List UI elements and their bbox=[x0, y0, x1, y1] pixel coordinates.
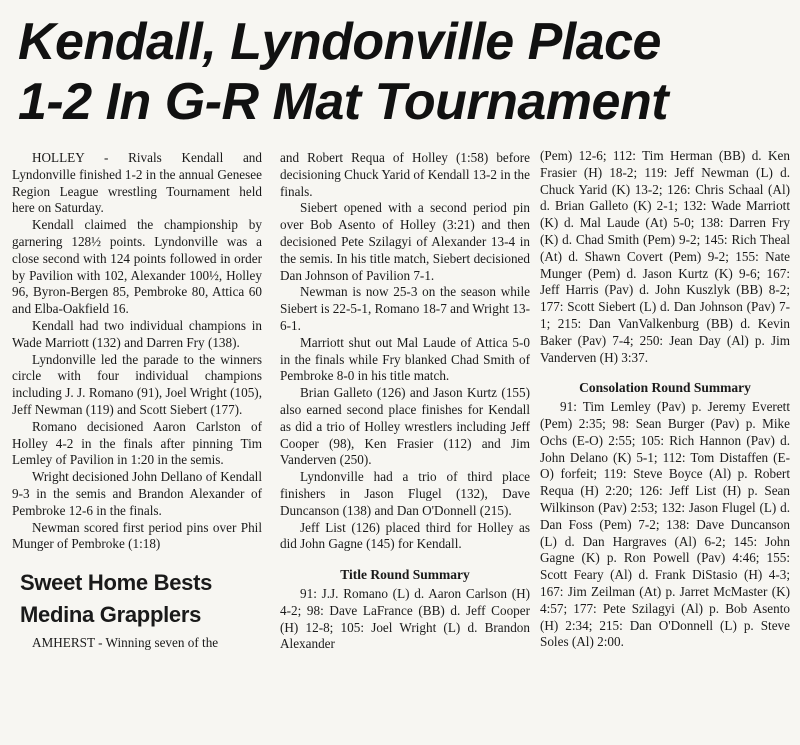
secondary-headline-line-2: Medina Grapplers bbox=[20, 602, 202, 628]
consolation-round-summary: 91: Tim Lemley (Pav) p. Jeremy Everett (Pem) 2:35; 98: Sean Burger (Pav) p. Mike Ochs (E-O) 2:55; 105: Rich Hannon (Pav) d. John Delano (K) 5-1; 112: Tom Distaffen (E-O) forfeit; 119: Steve Boyce (Al) p. Robert Requa (H) 2:20; 126: Jeff List (H) p. Sean Wilkinson (Pav) 2:53; 132: Jason Flugel (L) d. Dan Foss (Pem) 7-2; 138: Dave Duncanson (L) d. Dan Hargraves (Al) 6-2; 145: John Gagne (K) p. Ron Powell (Pav) 4:46; 155: Scott Feary (Al) d. Frank DiStasio (H) 4-3; 167: Jim Zeilman (At) p. Jarret McMaster (K) 4:57; 177: Pete Szilagyi (Al) p. Bob Asento (H) 2:34; 215: Dan O'Donnell (L) p. Steve Soles (Al) 2:00. bbox=[540, 399, 790, 650]
article-column-2 bbox=[280, 150, 530, 653]
headline bbox=[18, 12, 798, 132]
paragraph: Newman is now 25-3 on the season while Siebert is 22-5-1, Romano 18-7 and Wright 13-6-1. bbox=[280, 284, 530, 333]
title-round-heading: Title Round Summary bbox=[340, 567, 470, 583]
paragraph: Wright decisioned John Dellano of Kendall 9-3 in the semis and Brandon Alexander of Pembroke 12-6 in the finals. bbox=[12, 469, 262, 518]
article-column-1 bbox=[12, 150, 262, 652]
paragraph: Romano decisioned Aaron Carlston of Holley 4-2 in the finals after pinning Tim Lemley of Pavilion in 1:20 in the semis. bbox=[12, 418, 262, 468]
headline-line-2: 1-2 In G-R Mat Tournament bbox=[18, 73, 669, 131]
paragraph: and Robert Requa of Holley (1:58) before decisioning Chuck Yarid of Kendall 13-2 in the finals. bbox=[280, 150, 530, 199]
secondary-headline bbox=[20, 567, 262, 631]
paragraph: AMHERST - Winning seven of the bbox=[32, 635, 219, 651]
paragraph: HOLLEY - Rivals Kendall and Lyndonville finished 1-2 in the annual Genesee Region League wrestling Tournament held here on Saturday. bbox=[12, 150, 262, 216]
paragraph: Newman scored first period pins over Phil Munger of Pembroke (1:18) bbox=[12, 519, 262, 552]
article-column-3 bbox=[540, 148, 790, 651]
paragraph: Lyndonville led the parade to the winners circle with four individual champions including J. J. Romano (91), Joel Wright (105), Jeff Newman (119) and Scott Siebert (177). bbox=[12, 351, 262, 417]
paragraph: Marriott shut out Mal Laude of Attica 5-0 in the finals while Fry blanked Chad Smith of Pembroke 8-0 in his title match. bbox=[280, 334, 530, 384]
title-round-summary: 91: J.J. Romano (L) d. Aaron Carlson (H) 4-2; 98: Dave LaFrance (BB) d. Jeff Cooper (H) 12-8; 105: Joel Wright (L) d. Brandon Alexander bbox=[280, 585, 530, 652]
headline-line-1: Kendall, Lyndonville Place bbox=[18, 13, 661, 71]
paragraph: Jeff List (126) placed third for Holley as did John Gagne (145) for Kendall. bbox=[280, 519, 530, 552]
title-round-summary-continued: (Pem) 12-6; 112: Tim Herman (BB) d. Ken Frasier (H) 18-2; 119: Jeff Newman (L) d. Chuck Yarid (K) 13-2; 126: Chris Schaal (Al) d. Brian Galleto (K) 2-1; 132: Wade Marriott (K) d. Mal Laude (At) 5-0; 138: Darren Fry (K) d. Chad Smith (Pem) 9-2; 145: Rich Theal (At) d. Shawn Covert (Pem) 9-2; 155: Nate Munger (Pem) d. Jason Kurtz (K) 9-6; 167: Jeff Harris (Pav) d. John Kuszlyk (BB) 8-2; 177: Scott Siebert (L) d. Dan Johnson (Pav) 7-1; 215: Dan VanValkenburg (BB) d. Kevin Baker (Pav) 7-4; 250: Jean Day (Al) p. Jim Vanderven (H) 3:37. bbox=[540, 148, 790, 365]
secondary-headline-line-1: Sweet Home Bests bbox=[20, 570, 213, 596]
paragraph: Brian Galleto (126) and Jason Kurtz (155) also earned second place finishes for Kendall as did a trio of Holley wrestlers including Jeff Cooper (98), Ken Frasier (112) and Jim Vanderven (250). bbox=[280, 385, 530, 468]
consolation-round-heading: Consolation Round Summary bbox=[579, 380, 751, 396]
paragraph: Lyndonville had a trio of third place finishers in Jason Flugel (132), Dave Duncanson (138) and Dan O'Donnell (215). bbox=[280, 469, 530, 518]
paragraph: Siebert opened with a second period pin over Bob Asento of Holley (3:21) and then decisioned Pete Szilagyi of Alexander 13-4 in the semis. In his title match, Siebert decisioned Dan Johnson of Pavilion 7-1. bbox=[280, 200, 530, 283]
paragraph: Kendall had two individual champions in Wade Marriott (132) and Darren Fry (138). bbox=[12, 317, 262, 350]
paragraph: Kendall claimed the championship by garnering 128½ points. Lyndonville was a close second with 124 points followed in order by Pavilion with 102, Alexander 100½, Holley 96, Byron-Bergen 85, Pembroke 80, Attica 60 and Elba-Oakfield 16. bbox=[12, 217, 262, 317]
